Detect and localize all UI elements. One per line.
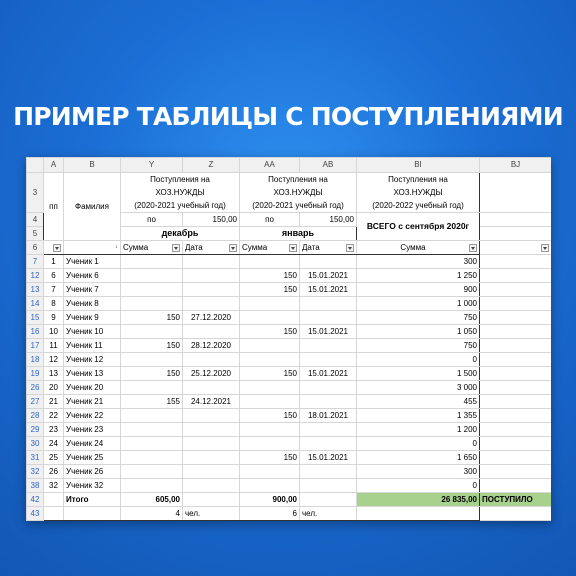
pupil-name[interactable]: Ученик 22 xyxy=(64,409,121,423)
totals-aa[interactable]: 900,00 xyxy=(240,493,300,507)
bj-filter-wrap xyxy=(482,244,549,252)
bj-cell[interactable] xyxy=(480,451,552,465)
total-sum[interactable]: 750 xyxy=(357,311,480,325)
group2-line1-text: Поступления на xyxy=(268,175,328,184)
bj-cell[interactable] xyxy=(480,311,552,325)
group1-amount[interactable]: 150,00 xyxy=(183,213,240,227)
group1-line3-text: (2020-2021 учебный год) xyxy=(134,201,226,210)
bj-cell[interactable] xyxy=(480,269,552,283)
header-row-3 xyxy=(27,173,552,213)
row-number[interactable]: 18 xyxy=(27,353,44,367)
bj-cell[interactable] xyxy=(480,353,552,367)
pupil-number[interactable]: 8 xyxy=(44,297,64,311)
table-row xyxy=(27,325,552,339)
pupil-number[interactable]: 24 xyxy=(44,437,64,451)
totals-bj[interactable]: ПОСТУПИЛО xyxy=(480,493,552,507)
counts-y[interactable]: 4 xyxy=(121,507,183,521)
december-sum[interactable] xyxy=(121,325,183,339)
row-number[interactable]: 26 xyxy=(27,381,44,395)
pupil-number[interactable]: 20 xyxy=(44,381,64,395)
row-number[interactable]: 43 xyxy=(27,507,44,521)
table-row xyxy=(27,395,552,409)
table-row xyxy=(27,297,552,311)
surname-filter-wrap xyxy=(66,241,118,254)
surname-filter-cell[interactable] xyxy=(64,241,121,255)
january-date[interactable]: 15.01.2021 xyxy=(300,269,357,283)
group3-line1 xyxy=(357,173,480,213)
group1-line1 xyxy=(121,173,240,213)
row-number[interactable]: 32 xyxy=(27,465,44,479)
january-date[interactable]: 15.01.2021 xyxy=(300,283,357,297)
january-sum[interactable]: 150 xyxy=(240,325,300,339)
row-number[interactable]: 7 xyxy=(27,255,44,269)
counts-row xyxy=(27,507,552,521)
december-date[interactable] xyxy=(183,297,240,311)
december-sum[interactable] xyxy=(121,297,183,311)
january-date[interactable] xyxy=(300,311,357,325)
pupil-number[interactable]: 10 xyxy=(44,325,64,339)
pupil-name[interactable]: Ученик 7 xyxy=(64,283,121,297)
counts-a[interactable] xyxy=(44,507,64,521)
december-date[interactable] xyxy=(183,325,240,339)
table-row xyxy=(27,353,552,367)
total-sum[interactable]: 0 xyxy=(357,479,480,493)
group3-line2-text: ХОЗ.НУЖДЫ xyxy=(393,188,443,197)
header-row-6 xyxy=(27,241,552,255)
january-sum[interactable] xyxy=(240,311,300,325)
total-sum[interactable]: 1 000 xyxy=(357,297,480,311)
january-date[interactable] xyxy=(300,437,357,451)
december-date[interactable] xyxy=(183,269,240,283)
dropdown-icon[interactable] xyxy=(541,244,549,252)
bj-cell[interactable] xyxy=(480,437,552,451)
table-row xyxy=(27,479,552,493)
january-date[interactable] xyxy=(300,381,357,395)
total-sum[interactable]: 300 xyxy=(357,255,480,269)
january-sum[interactable] xyxy=(240,255,300,269)
total-since-september: ВСЕГО с сентября 2020г xyxy=(357,213,480,241)
december-sum[interactable] xyxy=(121,269,183,283)
january-date[interactable] xyxy=(300,423,357,437)
january-sum[interactable] xyxy=(240,353,300,367)
pupil-number[interactable]: 9 xyxy=(44,311,64,325)
pupil-number[interactable]: 23 xyxy=(44,423,64,437)
filter-active-icon[interactable] xyxy=(53,244,61,252)
total-sum[interactable]: 3 000 xyxy=(357,381,480,395)
pupil-number[interactable]: 26 xyxy=(44,465,64,479)
select-all-corner[interactable] xyxy=(27,158,44,173)
pupil-number[interactable]: 22 xyxy=(44,409,64,423)
bj-cell[interactable] xyxy=(480,339,552,353)
january-sum[interactable] xyxy=(240,395,300,409)
january-date[interactable]: 15.01.2021 xyxy=(300,367,357,381)
december-sum[interactable]: 150 xyxy=(121,339,183,353)
counts-ab[interactable]: чел. xyxy=(300,507,357,521)
data-rows xyxy=(27,255,552,493)
counts-bi[interactable] xyxy=(357,507,480,521)
totals-row xyxy=(27,493,552,507)
ab-date-header[interactable] xyxy=(300,241,357,255)
group2-po[interactable]: по xyxy=(240,213,300,227)
dropdown-icon[interactable] xyxy=(172,244,180,252)
january-sum[interactable] xyxy=(240,465,300,479)
table-row xyxy=(27,269,552,283)
counts-b[interactable] xyxy=(64,507,121,521)
column-header-ab[interactable]: AB xyxy=(300,158,357,173)
pupil-name[interactable]: Ученик 21 xyxy=(64,395,121,409)
pp-header: пп xyxy=(44,173,64,241)
counts-z[interactable]: чел. xyxy=(183,507,240,521)
december-date[interactable]: 25.12.2020 xyxy=(183,367,240,381)
january-sum[interactable] xyxy=(240,297,300,311)
cell-bj[interactable] xyxy=(480,173,552,213)
aa-sum-header-wrap xyxy=(242,241,297,254)
pupil-number[interactable]: 25 xyxy=(44,451,64,465)
january-sum[interactable] xyxy=(240,339,300,353)
column-header-a[interactable]: A xyxy=(44,158,64,173)
aa-sum-header-label: Сумма xyxy=(242,243,268,252)
pupil-name[interactable]: Ученик 20 xyxy=(64,381,121,395)
group2-line2-text: ХОЗ.НУЖДЫ xyxy=(273,188,323,197)
row-number[interactable]: 3 xyxy=(27,173,44,213)
bj-cell[interactable] xyxy=(480,479,552,493)
pupil-name[interactable]: Ученик 6 xyxy=(64,269,121,283)
pupil-number[interactable]: 1 xyxy=(44,255,64,269)
bj-cell[interactable] xyxy=(480,367,552,381)
december-date[interactable]: 28.12.2020 xyxy=(183,339,240,353)
december-date[interactable] xyxy=(183,353,240,367)
table-row xyxy=(27,339,552,353)
row-number[interactable]: 30 xyxy=(27,437,44,451)
table-row xyxy=(27,311,552,325)
december-sum[interactable]: 150 xyxy=(121,367,183,381)
aa-sum-header[interactable] xyxy=(240,241,300,255)
pupil-name[interactable]: Ученик 11 xyxy=(64,339,121,353)
cell-bj[interactable] xyxy=(480,227,552,241)
totals-ab[interactable] xyxy=(300,493,357,507)
total-sum[interactable]: 900 xyxy=(357,283,480,297)
month-january: январь xyxy=(240,227,357,241)
y-sum-header-wrap xyxy=(123,241,180,254)
counts-bj[interactable] xyxy=(480,507,552,521)
total-sum[interactable]: 1 355 xyxy=(357,409,480,423)
row-number[interactable]: 6 xyxy=(27,241,44,255)
month-december: декабрь xyxy=(121,227,240,241)
january-sum[interactable] xyxy=(240,381,300,395)
pupil-name[interactable]: Ученик 9 xyxy=(64,311,121,325)
pupil-number[interactable]: 13 xyxy=(44,367,64,381)
bj-cell[interactable] xyxy=(480,395,552,409)
january-sum[interactable]: 150 xyxy=(240,367,300,381)
bj-cell[interactable] xyxy=(480,381,552,395)
december-sum[interactable]: 155 xyxy=(121,395,183,409)
pupil-name[interactable]: Ученик 23 xyxy=(64,423,121,437)
total-sum[interactable]: 0 xyxy=(357,437,480,451)
table-row xyxy=(27,437,552,451)
december-date[interactable] xyxy=(183,283,240,297)
row-number[interactable]: 16 xyxy=(27,325,44,339)
ab-date-header-label: Дата xyxy=(302,243,320,252)
z-date-header-label: Дата xyxy=(185,243,203,252)
pupil-name[interactable]: Ученик 10 xyxy=(64,325,121,339)
pupil-name[interactable]: Ученик 32 xyxy=(64,479,121,493)
december-date[interactable] xyxy=(183,465,240,479)
january-sum[interactable]: 150 xyxy=(240,451,300,465)
z-date-header[interactable] xyxy=(183,241,240,255)
bj-cell[interactable] xyxy=(480,325,552,339)
january-date[interactable] xyxy=(300,339,357,353)
total-sum[interactable]: 1 500 xyxy=(357,367,480,381)
y-sum-header-label: Сумма xyxy=(123,243,149,252)
december-date[interactable] xyxy=(183,479,240,493)
december-sum[interactable] xyxy=(121,437,183,451)
group3-line1-text: Поступления на xyxy=(388,175,448,184)
row-number[interactable]: 29 xyxy=(27,423,44,437)
table-row xyxy=(27,255,552,269)
pupil-name[interactable]: Ученик 13 xyxy=(64,367,121,381)
december-date[interactable] xyxy=(183,409,240,423)
totals-z[interactable] xyxy=(183,493,240,507)
pupil-name[interactable]: Ученик 26 xyxy=(64,465,121,479)
row-number[interactable]: 4 xyxy=(27,213,44,227)
row-number[interactable]: 13 xyxy=(27,283,44,297)
total-sum[interactable]: 1 250 xyxy=(357,269,480,283)
december-sum[interactable] xyxy=(121,409,183,423)
pupil-number[interactable]: 12 xyxy=(44,353,64,367)
pupil-name[interactable]: Ученик 24 xyxy=(64,437,121,451)
pupil-number[interactable]: 32 xyxy=(44,479,64,493)
counts-aa[interactable]: 6 xyxy=(240,507,300,521)
january-sum[interactable] xyxy=(240,479,300,493)
totals-a[interactable] xyxy=(44,493,64,507)
y-sum-header[interactable] xyxy=(121,241,183,255)
table-row xyxy=(27,283,552,297)
bi-sum-header[interactable] xyxy=(357,241,480,255)
column-header-z[interactable]: Z xyxy=(183,158,240,173)
bj-cell[interactable] xyxy=(480,423,552,437)
december-date[interactable]: 24.12.2021 xyxy=(183,395,240,409)
pupil-number[interactable]: 11 xyxy=(44,339,64,353)
total-sum[interactable]: 750 xyxy=(357,339,480,353)
bi-sum-header-label: Сумма xyxy=(400,243,426,252)
row-number[interactable]: 42 xyxy=(27,493,44,507)
column-header-bj[interactable]: BJ xyxy=(480,158,552,173)
january-date[interactable] xyxy=(300,297,357,311)
december-date[interactable] xyxy=(183,423,240,437)
column-header-aa[interactable]: AA xyxy=(240,158,300,173)
january-sum[interactable]: 150 xyxy=(240,269,300,283)
pupil-name[interactable]: Ученик 1 xyxy=(64,255,121,269)
pupil-name[interactable]: Ученик 12 xyxy=(64,353,121,367)
january-date[interactable]: 18.01.2021 xyxy=(300,409,357,423)
row-number[interactable]: 28 xyxy=(27,409,44,423)
december-sum[interactable] xyxy=(121,255,183,269)
pp-filter-wrap xyxy=(46,244,61,252)
row-number[interactable]: 38 xyxy=(27,479,44,493)
bj-cell[interactable] xyxy=(480,409,552,423)
total-sum[interactable]: 1 650 xyxy=(357,451,480,465)
total-sum[interactable]: 300 xyxy=(357,465,480,479)
ab-date-header-wrap xyxy=(302,241,354,254)
pupil-number[interactable]: 21 xyxy=(44,395,64,409)
january-date[interactable] xyxy=(300,395,357,409)
december-sum[interactable] xyxy=(121,381,183,395)
totals-y[interactable]: 605,00 xyxy=(121,493,183,507)
spreadsheet-grid xyxy=(26,157,551,521)
total-sum[interactable]: 455 xyxy=(357,395,480,409)
bj-filter-cell[interactable] xyxy=(480,241,552,255)
december-sum[interactable] xyxy=(121,479,183,493)
january-date[interactable] xyxy=(300,353,357,367)
bj-cell[interactable] xyxy=(480,297,552,311)
bj-cell[interactable] xyxy=(480,255,552,269)
surname-header: Фамилия xyxy=(64,173,121,241)
table-row xyxy=(27,381,552,395)
group2-line1 xyxy=(240,173,357,213)
january-sum[interactable] xyxy=(240,423,300,437)
table-row xyxy=(27,465,552,479)
december-date[interactable]: 27.12.2020 xyxy=(183,311,240,325)
row-number[interactable]: 19 xyxy=(27,367,44,381)
december-sum[interactable]: 150 xyxy=(121,311,183,325)
table-row xyxy=(27,423,552,437)
bi-sum-header-wrap xyxy=(359,241,477,254)
december-date[interactable] xyxy=(183,437,240,451)
table-row xyxy=(27,409,552,423)
column-header-bi[interactable]: BI xyxy=(357,158,480,173)
december-sum[interactable] xyxy=(121,451,183,465)
table-row xyxy=(27,367,552,381)
row-number[interactable]: 31 xyxy=(27,451,44,465)
row-number[interactable]: 27 xyxy=(27,395,44,409)
table-row xyxy=(27,451,552,465)
row-number[interactable]: 12 xyxy=(27,269,44,283)
december-date[interactable] xyxy=(183,381,240,395)
group3-line3-text: (2020-2022 учебный год) xyxy=(372,201,464,210)
row-number[interactable]: 14 xyxy=(27,297,44,311)
group1-po[interactable]: по xyxy=(121,213,183,227)
pupil-number[interactable]: 7 xyxy=(44,283,64,297)
total-sum[interactable]: 0 xyxy=(357,353,480,367)
january-sum[interactable]: 150 xyxy=(240,409,300,423)
totals-label[interactable]: Итого xyxy=(64,493,121,507)
totals-bi[interactable]: 26 835,00 xyxy=(357,493,480,507)
row-number[interactable]: 5 xyxy=(27,227,44,241)
pupil-name[interactable]: Ученик 25 xyxy=(64,451,121,465)
december-sum[interactable] xyxy=(121,283,183,297)
january-date[interactable]: 15.01.2021 xyxy=(300,451,357,465)
z-date-header-wrap xyxy=(185,241,237,254)
column-header-b[interactable]: B xyxy=(64,158,121,173)
january-date[interactable] xyxy=(300,465,357,479)
january-sum[interactable] xyxy=(240,437,300,451)
group1-line1-text: Поступления на xyxy=(150,175,210,184)
january-date[interactable] xyxy=(300,255,357,269)
dropdown-icon[interactable] xyxy=(229,244,237,252)
cell-bj[interactable] xyxy=(480,213,552,227)
group2-line3-text: (2020-2021 учебный год) xyxy=(252,201,344,210)
december-date[interactable] xyxy=(183,451,240,465)
january-sum[interactable]: 150 xyxy=(240,283,300,297)
group2-amount[interactable]: 150,00 xyxy=(300,213,357,227)
january-date[interactable]: 15.01.2021 xyxy=(300,325,357,339)
column-header-y[interactable]: Y xyxy=(121,158,183,173)
column-header-row xyxy=(27,158,552,173)
dropdown-icon[interactable] xyxy=(346,244,354,252)
december-sum[interactable] xyxy=(121,423,183,437)
spreadsheet xyxy=(26,157,551,521)
dropdown-icon[interactable] xyxy=(289,244,297,252)
total-sum[interactable]: 1 050 xyxy=(357,325,480,339)
total-sum[interactable]: 1 200 xyxy=(357,423,480,437)
bj-cell[interactable] xyxy=(480,283,552,297)
pupil-name[interactable]: Ученик 8 xyxy=(64,297,121,311)
pupil-number[interactable]: 6 xyxy=(44,269,64,283)
pp-filter-cell[interactable] xyxy=(44,241,64,255)
banner-title: ПРИМЕР ТАБЛИЦЫ С ПОСТУПЛЕНИЯМИ xyxy=(13,102,563,131)
bj-cell[interactable] xyxy=(480,465,552,479)
december-sum[interactable] xyxy=(121,465,183,479)
group1-line2-text: ХОЗ.НУЖДЫ xyxy=(155,188,205,197)
december-sum[interactable] xyxy=(121,353,183,367)
dropdown-icon[interactable] xyxy=(469,244,477,252)
row-number[interactable]: 17 xyxy=(27,339,44,353)
row-number[interactable]: 15 xyxy=(27,311,44,325)
sort-icon[interactable]: ↓ xyxy=(115,244,118,250)
january-date[interactable] xyxy=(300,479,357,493)
december-date[interactable] xyxy=(183,255,240,269)
